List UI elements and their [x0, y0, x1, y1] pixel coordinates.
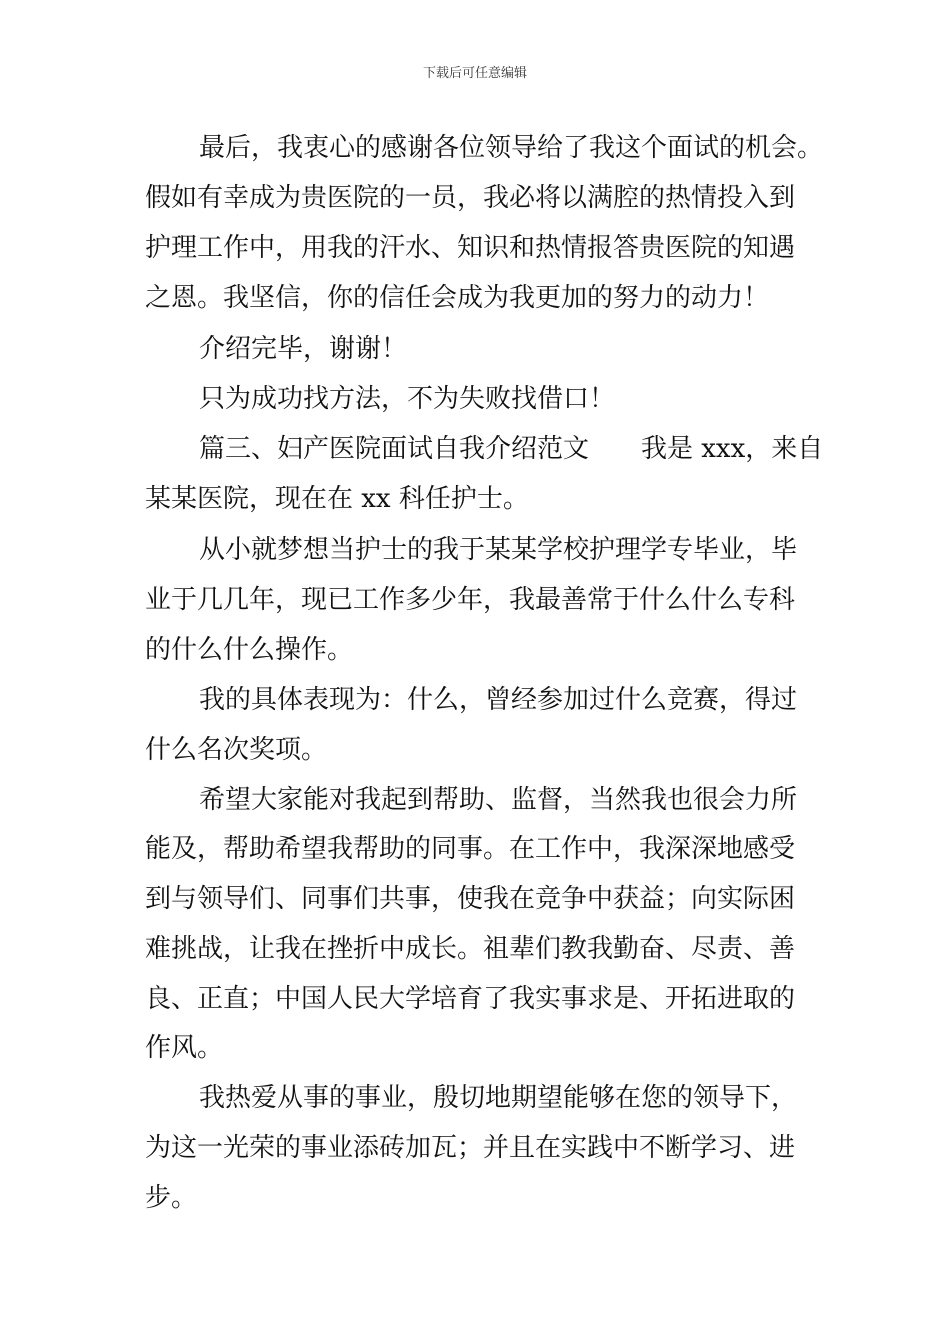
- text-line: 什么名次奖项。: [145, 735, 328, 765]
- text-line: 为这一光荣的事业添砖加瓦；并且在实践中不断学习、进: [145, 1133, 796, 1163]
- text-line: 我的具体表现为：什么，曾经参加过什么竞赛，得过: [199, 685, 798, 715]
- text-line: 能及，帮助希望我帮助的同事。在工作中，我深深地感受: [145, 834, 796, 864]
- download-note: 下载后可任意编辑: [422, 66, 527, 81]
- text-line: 篇三、妇产医院面试自我介绍范文 我是 xxx，来自: [199, 434, 824, 464]
- text-line: 到与领导们、同事们共事，使我在竞争中获益；向实际困: [145, 884, 796, 914]
- text-line: 业于几几年，现已工作多少年，我最善常于什么什么专科: [145, 585, 796, 615]
- text-line: 介绍完毕，谢谢！: [199, 334, 408, 364]
- text-line: 希望大家能对我起到帮助、监督，当然我也很会力所: [199, 785, 798, 815]
- text-line: 的什么什么操作。: [145, 635, 354, 665]
- text-line: 从小就梦想当护士的我于某某学校护理学专毕业，毕: [199, 535, 798, 565]
- text-line: 良、正直；中国人民大学培育了我实事求是、开拓进取的: [145, 984, 796, 1014]
- text-line: 我热爱从事的事业，殷切地期望能够在您的领导下，: [199, 1083, 798, 1113]
- text-line: 步。: [145, 1183, 198, 1213]
- text-line: 某某医院，现在在 xx 科任护士。: [145, 484, 529, 514]
- text-line: 作风。: [145, 1033, 224, 1063]
- text-line: 最后，我衷心的感谢各位领导给了我这个面试的机会。: [199, 133, 824, 163]
- text-line: 之恩。我坚信，你的信任会成为我更加的努力的动力！: [145, 283, 770, 313]
- text-line: 只为成功找方法，不为失败找借口！: [199, 384, 616, 414]
- text-line: 护理工作中，用我的汗水、知识和热情报答贵医院的知遇: [145, 233, 796, 263]
- text-line: 假如有幸成为贵医院的一员，我必将以满腔的热情投入到: [145, 183, 796, 213]
- text-line: 难挑战，让我在挫折中成长。祖辈们教我勤奋、尽责、善: [145, 934, 796, 964]
